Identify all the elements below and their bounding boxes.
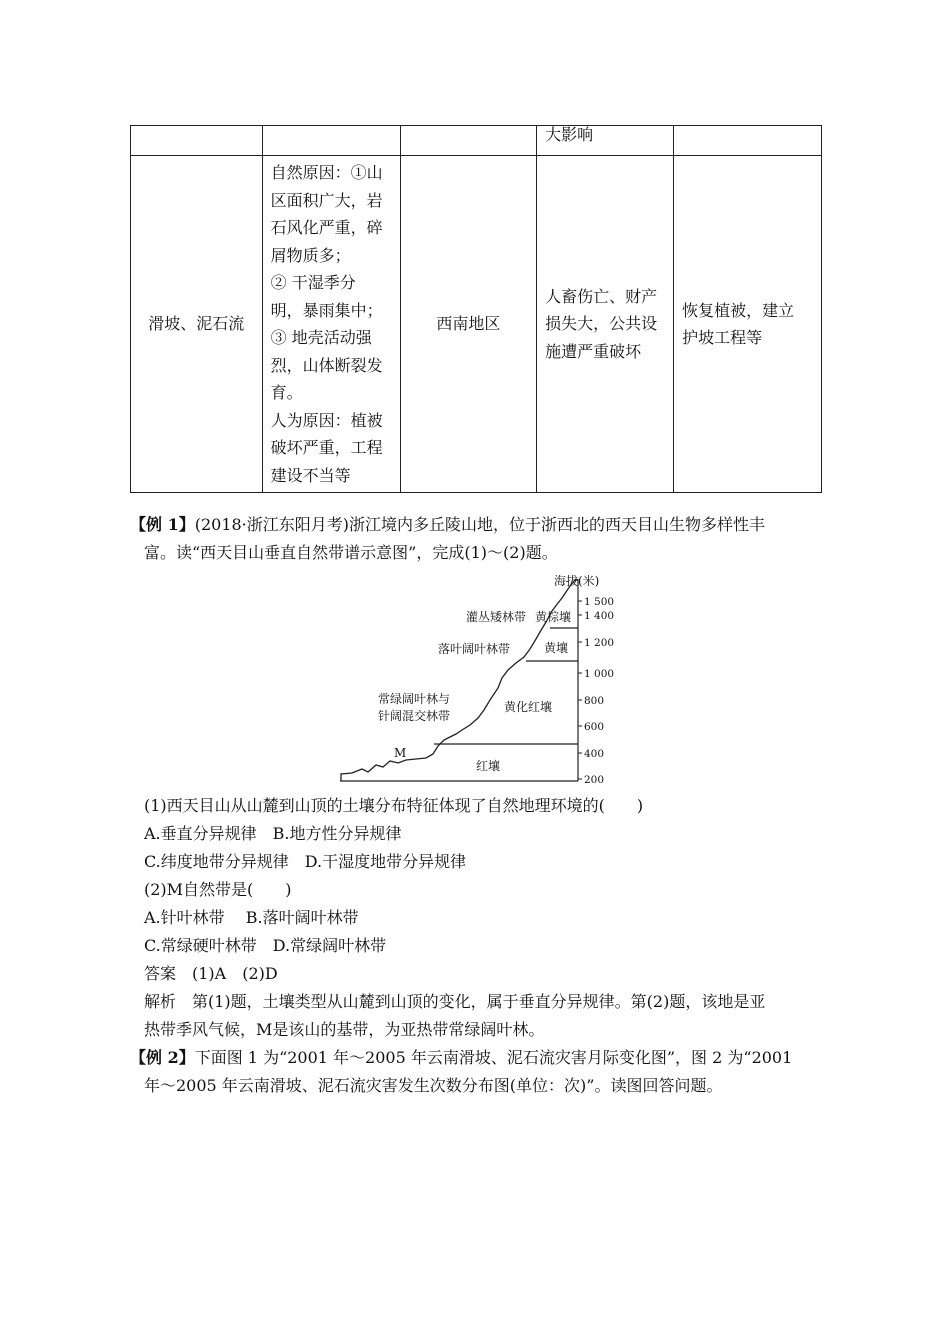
answer: 答案 (1)A (2)D bbox=[144, 964, 278, 983]
cause-line: 明，暴雨集中； bbox=[270, 300, 383, 320]
disaster-table bbox=[130, 125, 822, 493]
example2-line2: 年～2005 年云南滑坡、泥石流灾害发生次数分布图(单位：次)”。读图回答问题。 bbox=[144, 1076, 723, 1095]
table-cell bbox=[131, 126, 263, 156]
tick-label: 1 200 bbox=[584, 637, 615, 649]
label-evergreen-forest: 针阔混交林带 bbox=[378, 709, 451, 723]
tick-label: 1 500 bbox=[584, 596, 615, 608]
cause-line: 建设不当等 bbox=[270, 465, 351, 485]
label-evergreen-forest: 常绿阔叶林与 bbox=[378, 692, 451, 706]
disaster-type-cell: 滑坡、泥石流 bbox=[131, 156, 263, 493]
impact-line: 损失大，公共设 bbox=[545, 314, 658, 334]
question1: (1)西天目山从山麓到山顶的土壤分布特征体现了自然地理环境的( ) bbox=[144, 796, 644, 815]
table-cell: 大影响 bbox=[537, 126, 674, 156]
cause-line: ② 干湿季分 bbox=[270, 273, 356, 292]
tick-label: 200 bbox=[584, 774, 605, 784]
measure-line: 恢复植被，建立 bbox=[682, 300, 795, 320]
measure-cell bbox=[674, 156, 822, 493]
tick-label: 600 bbox=[584, 721, 605, 733]
tick-label: 1 000 bbox=[584, 668, 615, 680]
cause-line: 人为原因：植被 bbox=[270, 410, 383, 430]
label-shrub-forest: 灌丛矮林带 bbox=[466, 610, 527, 624]
tick-label: 800 bbox=[584, 695, 605, 707]
question1-options-cd: C.纬度地带分异规律 D.干湿度地带分异规律 bbox=[144, 852, 467, 871]
cause-line: 育。 bbox=[270, 383, 303, 402]
measure-line: 护坡工程等 bbox=[682, 328, 763, 347]
question2: (2)M自然带是( ) bbox=[144, 880, 292, 899]
example1-intro-line1: 【例 1】(2018·浙江东阳月考)浙江境内多丘陵山地，位于浙西北的西天目山生物多样性丰 bbox=[130, 515, 766, 534]
example1-intro-line2: 富。读“西天目山垂直自然带谱示意图”，完成(1)～(2)题。 bbox=[144, 543, 558, 562]
cause-line: 破坏严重，工程 bbox=[270, 438, 383, 457]
label-yellow-brown-soil: 黄棕壤 bbox=[535, 610, 572, 624]
cause-line: 石风化严重，碎 bbox=[270, 218, 383, 237]
cause-line: 自然原因：①山 bbox=[270, 163, 383, 182]
question1-options-ab: A.垂直分异规律 B.地方性分异规律 bbox=[144, 824, 402, 843]
example2-label: 【例 2】 bbox=[130, 1048, 195, 1067]
label-red-soil: 红壤 bbox=[476, 759, 501, 773]
vertical-zone-figure bbox=[338, 572, 628, 784]
cause-line: 屑物质多； bbox=[270, 245, 351, 265]
tick-label: 400 bbox=[584, 748, 605, 760]
analysis-line2: 热带季风气候，M是该山的基带，为亚热带常绿阔叶林。 bbox=[144, 1020, 545, 1039]
impact-line: 人畜伤亡、财产 bbox=[545, 286, 658, 306]
table-row bbox=[131, 156, 822, 493]
table-cell bbox=[674, 126, 822, 156]
cause-line: 区面积广大，岩 bbox=[270, 190, 383, 210]
cause-cell bbox=[262, 156, 400, 493]
table-row bbox=[131, 126, 822, 156]
tick-label: 1 400 bbox=[584, 610, 615, 622]
impact-line: 施遭严重破坏 bbox=[545, 341, 642, 361]
axis-title: 海拔(米) bbox=[554, 574, 600, 588]
label-deciduous-forest: 落叶阔叶林带 bbox=[438, 642, 511, 656]
analysis-line1: 解析 第(1)题，土壤类型从山麓到山顶的变化，属于垂直分异规律。第(2)题，该地是亚 bbox=[144, 992, 766, 1011]
question2-options-ab: A.针叶林带 B.落叶阔叶林带 bbox=[144, 908, 359, 927]
label-m: M bbox=[394, 746, 407, 760]
impact-cell bbox=[537, 156, 674, 493]
region-cell: 西南地区 bbox=[400, 156, 537, 493]
question2-options-cd: C.常绿硬叶林带 D.常绿阔叶林带 bbox=[144, 936, 387, 955]
example1-label: 【例 1】 bbox=[130, 515, 195, 534]
cause-line: 烈，山体断裂发 bbox=[270, 355, 383, 375]
table-cell bbox=[400, 126, 537, 156]
table-cell bbox=[262, 126, 400, 156]
label-yellow-soil: 黄壤 bbox=[544, 641, 569, 655]
label-yellowish-red-soil: 黄化红壤 bbox=[504, 700, 553, 714]
cause-line: ③ 地壳活动强 bbox=[270, 328, 372, 347]
example2-line1: 【例 2】下面图 1 为“2001 年～2005 年云南滑坡、泥石流灾害月际变化图”，图 2 为“2001 bbox=[130, 1048, 793, 1067]
